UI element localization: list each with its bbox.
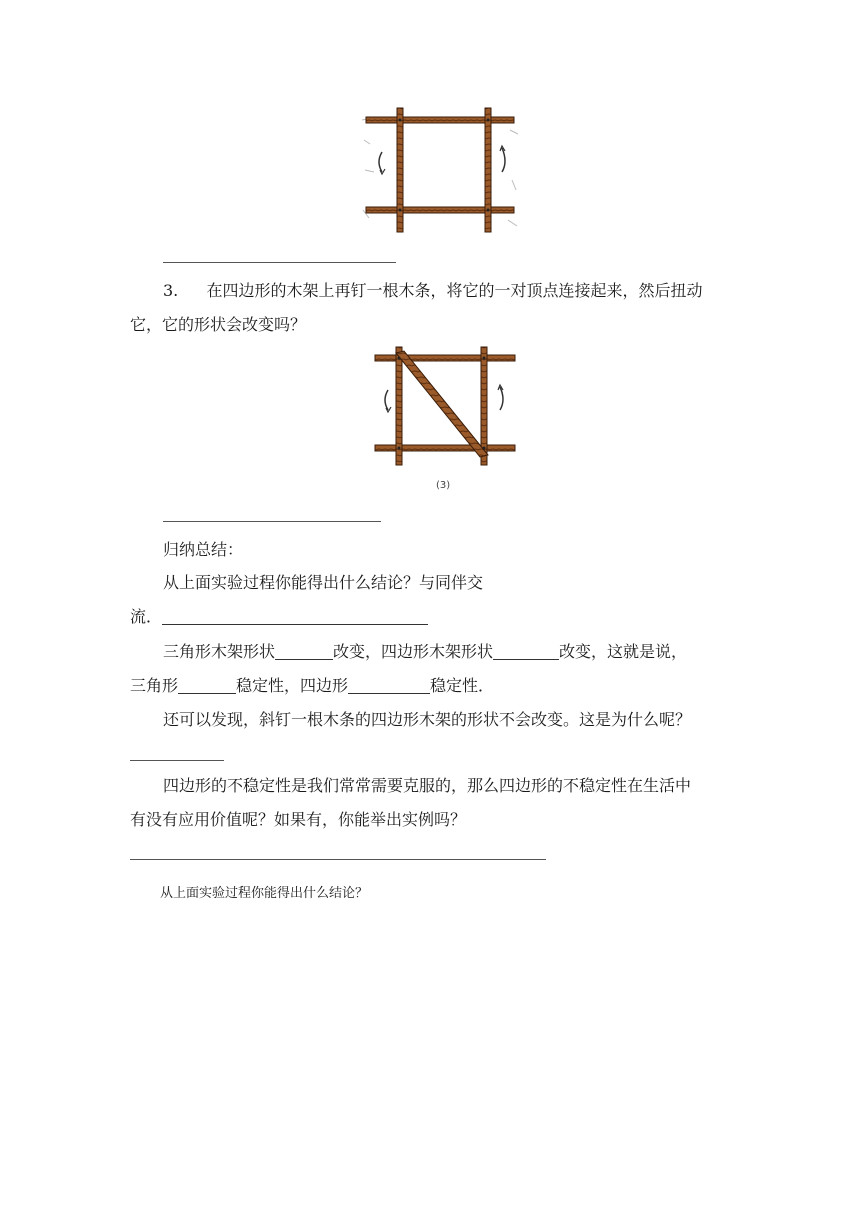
fill-b-text-2: 稳定性，四边形 — [236, 676, 349, 695]
question3-text-2: 它，它的形状会改变吗？ — [130, 315, 307, 334]
answer-line-prompt3[interactable] — [130, 859, 546, 860]
answer-line-q3[interactable] — [163, 521, 381, 522]
fill-b-text-1: 三角形 — [130, 676, 179, 695]
blank-triangle-stability[interactable] — [178, 677, 236, 694]
blank-quadrilateral-shape[interactable] — [493, 643, 559, 660]
summary-prompt3-line1: 四边形的不稳定性是我们常常需要克服的，那么四边形的不稳定性在生活中 — [163, 776, 692, 795]
answer-line-q2[interactable] — [163, 262, 396, 263]
blank-triangle-shape[interactable] — [275, 643, 333, 660]
answer-blank-conclusion[interactable] — [162, 608, 428, 625]
blank-quadrilateral-stability[interactable] — [348, 677, 430, 694]
prompt1-cont-text: 流． — [130, 607, 163, 626]
question3-text-1: 在四边形的木架上再钉一根木条，将它的一对顶点连接起来，然后扭动 — [206, 281, 703, 300]
fill-a-text-1: 三角形木架形状 — [163, 642, 276, 661]
question3-line1 — [163, 280, 702, 302]
summary-heading: 归纳总结： — [163, 540, 244, 559]
summary-fill-line-a — [163, 641, 687, 663]
fill-b-text-3: 稳定性． — [430, 676, 495, 695]
footer-question: 从上面实验过程你能得出什么结论？ — [160, 886, 369, 901]
answer-line-prompt2[interactable] — [130, 760, 224, 761]
summary-prompt3-line2: 有没有应用价值呢？如果有，你能举出实例吗？ — [130, 810, 467, 829]
summary-prompt1: 从上面实验过程你能得出什么结论？与同伴交 — [163, 573, 484, 592]
summary-prompt1-cont — [130, 606, 428, 628]
figure-braced-frame — [370, 345, 520, 470]
figure3-caption: (3) — [436, 480, 451, 491]
fill-a-text-3: 改变，这就是说， — [559, 642, 688, 661]
question3-line2 — [130, 314, 306, 336]
summary-fill-line-b — [130, 675, 494, 697]
fill-a-text-2: 改变，四边形木架形状 — [333, 642, 494, 661]
summary-prompt2: 还可以发现，斜钉一根木条的四边形木架的形状不会改变。这是为什么呢？ — [163, 710, 692, 729]
question-number: 3. — [163, 281, 179, 300]
figure-square-frame — [360, 100, 520, 240]
